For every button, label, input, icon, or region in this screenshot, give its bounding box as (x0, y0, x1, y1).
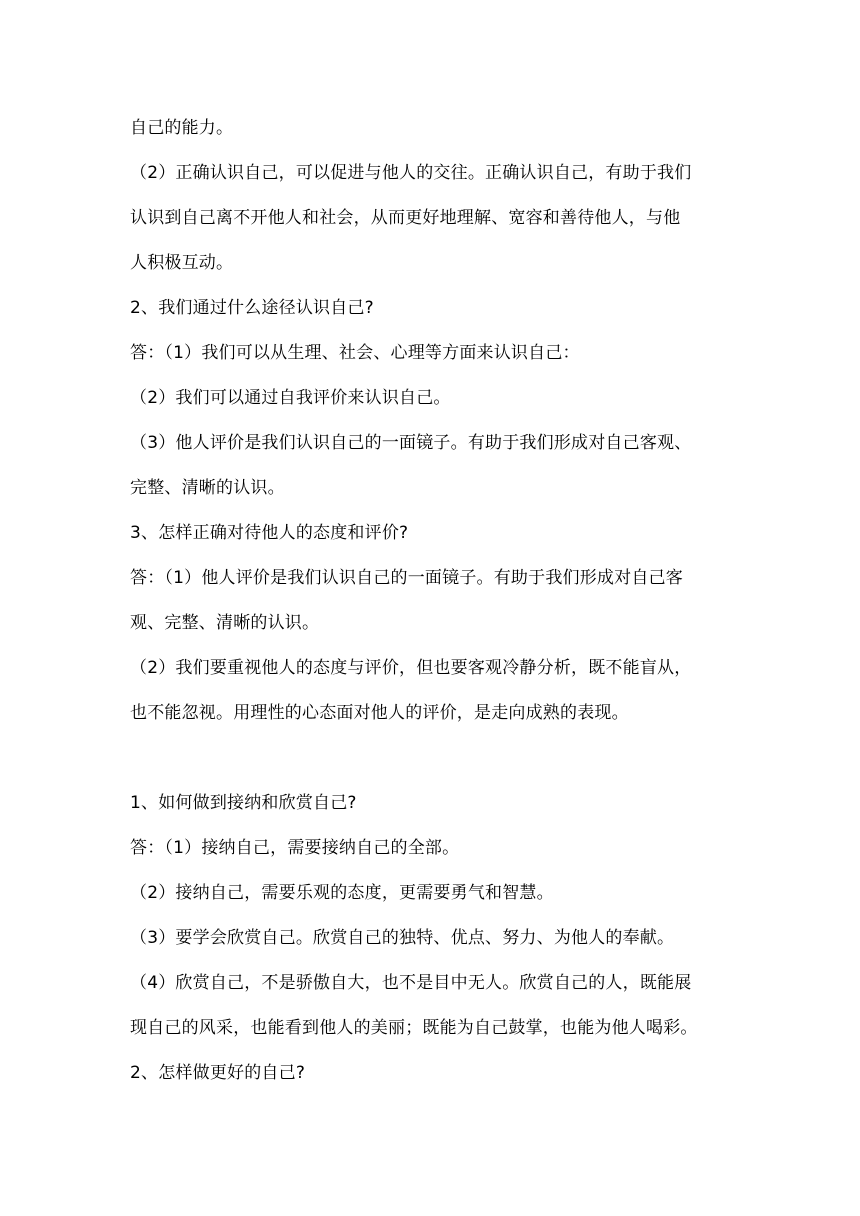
text-line: 自己的能力。 (130, 118, 234, 138)
text-line: （2）我们可以通过自我评价来认识自己。 (130, 388, 451, 408)
question-heading: 3、怎样正确对待他人的态度和评价? (130, 523, 409, 543)
question-heading: 2、怎样做更好的自己? (130, 1063, 306, 1083)
question-heading: 1、如何做到接纳和欣赏自己? (130, 793, 357, 813)
answer-line: 答：（1）接纳自己，需要接纳自己的全部。 (130, 838, 460, 858)
text-line: （4）欣赏自己，不是骄傲自大，也不是目中无人。欣赏自己的人，既能展 (130, 973, 692, 993)
question-heading: 2、我们通过什么途径认识自己? (130, 298, 374, 318)
text-line: 完整、清晰的认识。 (130, 478, 285, 498)
text-line: 人积极互动。 (130, 253, 234, 273)
text-line: 也不能忽视。用理性的心态面对他人的评价，是走向成熟的表现。 (130, 703, 629, 723)
text-line: （3）他人评价是我们认识自己的一面镜子。有助于我们形成对自己客观、 (130, 433, 692, 453)
text-line: （2）接纳自己，需要乐观的态度，更需要勇气和智慧。 (130, 883, 554, 903)
text-line: 认识到自己离不开他人和社会，从而更好地理解、宽容和善待他人，与他 (130, 208, 681, 228)
text-line: （2）我们要重视他人的态度与评价，但也要客观冷静分析，既不能盲从， (130, 658, 692, 678)
text-line: （3）要学会欣赏自己。欣赏自己的独特、优点、努力、为他人的奉献。 (130, 928, 675, 948)
answer-line: 答：（1）他人评价是我们认识自己的一面镜子。有助于我们形成对自己客 (130, 568, 683, 588)
text-line: 观、完整、清晰的认识。 (130, 613, 320, 633)
text-line: 现自己的风采，也能看到他人的美丽；既能为自己鼓掌，也能为他人喝彩。 (130, 1018, 698, 1038)
answer-line: 答：（1）我们可以从生理、社会、心理等方面来认识自己： (130, 343, 580, 363)
text-line: （2）正确认识自己，可以促进与他人的交往。正确认识自己，有助于我们 (130, 163, 692, 183)
